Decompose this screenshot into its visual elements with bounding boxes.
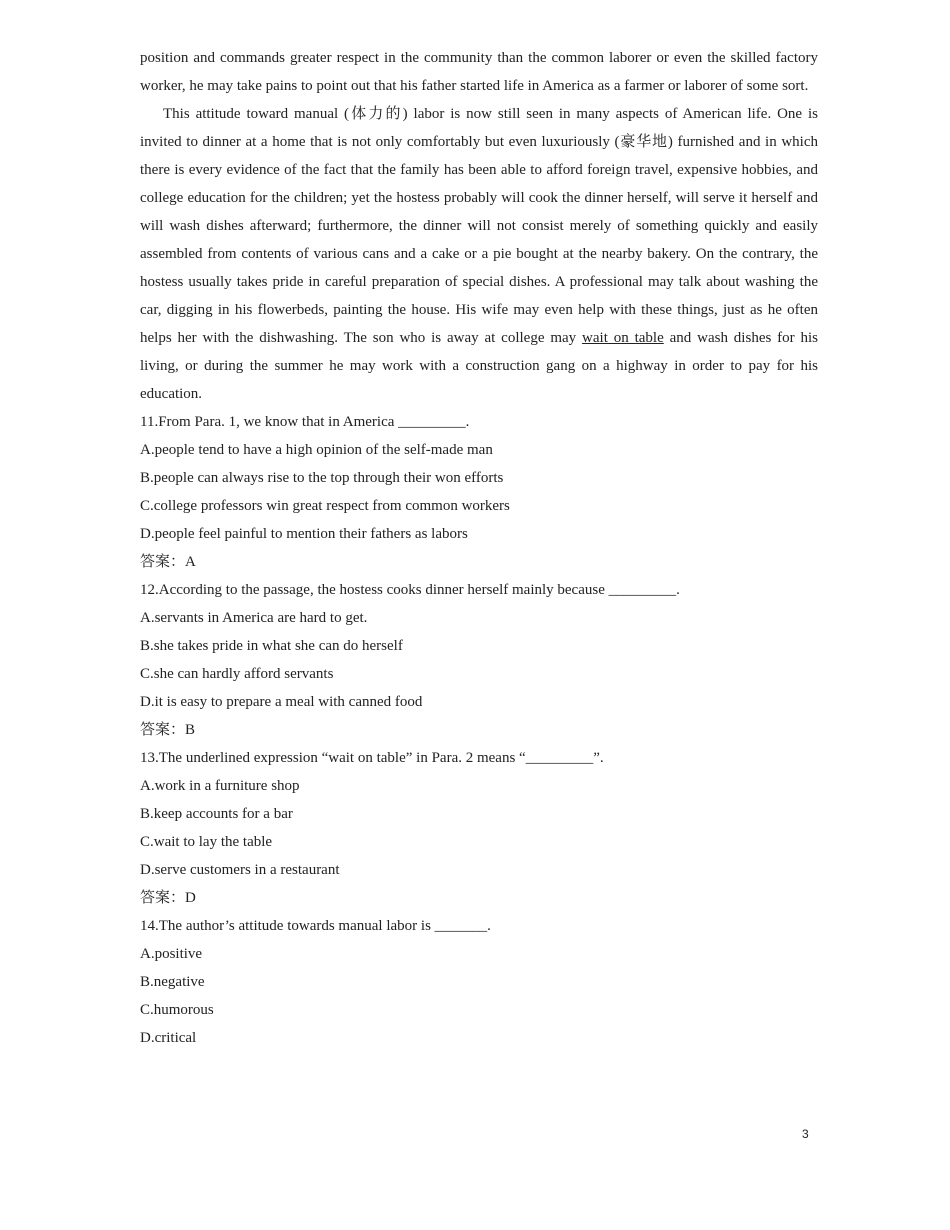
page-number: 3 bbox=[802, 1127, 809, 1141]
underlined-expression: wait on table bbox=[582, 330, 664, 346]
question-13 bbox=[140, 744, 818, 912]
option-d: D.it is easy to prepare a meal with canned food bbox=[140, 694, 423, 710]
answer-line: 答案：A bbox=[140, 554, 196, 570]
question-stem: 13.The underlined expression “wait on table” in Para. 2 means “_________”. bbox=[140, 750, 604, 766]
passage-text-before-underline: This attitude toward manual (体力的) labor is now still seen in many aspects of American life. One is invited to dinner at a home that is not only comfortably but even luxuriously (豪华地) furnished and in which there is every evidence of the fact that the family has been able to afford foreign travel, expensive hobbies, and college education for the children; yet the hostess probably will cook the dinner herself, will serve it herself and will wash dishes afterward; furthermore, the dinner will not consist merely of something quickly and easily assembled from contents of various cans and a cake or a pie bought at the nearby bakery. On the contrary, the hostess usually takes pride in careful preparation of special dishes. A professional may talk about washing the car, digging in his flowerbeds, painting the house. His wife may even help with these things, just as he often helps her with the dishwashing. The son who is away at college may bbox=[140, 106, 818, 346]
passage-text-after-underline: and wash dishes for his living, or during the summer he may work with a construction gang on a highway in order to pay for his education. bbox=[140, 330, 819, 402]
option-c: C.wait to lay the table bbox=[140, 834, 273, 850]
document-body bbox=[140, 44, 818, 1052]
option-d: D.serve customers in a restaurant bbox=[140, 862, 340, 878]
option-c: C.humorous bbox=[140, 1002, 214, 1018]
question-stem: 14.The author’s attitude towards manual labor is _______. bbox=[140, 918, 491, 934]
option-a: A.servants in America are hard to get. bbox=[140, 610, 368, 626]
option-c: C.she can hardly afford servants bbox=[140, 666, 334, 682]
question-12 bbox=[140, 576, 818, 744]
question-11 bbox=[140, 408, 818, 576]
question-stem: 11.From Para. 1, we know that in America _________. bbox=[140, 414, 470, 430]
question-14 bbox=[140, 912, 818, 1052]
passage-paragraph-2 bbox=[140, 100, 818, 408]
option-c: C.college professors win great respect from common workers bbox=[140, 498, 510, 514]
option-d: D.critical bbox=[140, 1030, 197, 1046]
option-d: D.people feel painful to mention their fathers as labors bbox=[140, 526, 468, 542]
option-b: B.she takes pride in what she can do herself bbox=[140, 638, 403, 654]
passage-paragraph-1: position and commands greater respect in the community than the common laborer or even the skilled factory worker, he may take pains to point out that his father started life in America as a farmer or laborer of some sort. bbox=[140, 50, 818, 94]
option-b: B.people can always rise to the top through their won efforts bbox=[140, 470, 504, 486]
option-a: A.people tend to have a high opinion of the self-made man bbox=[140, 442, 493, 458]
option-a: A.positive bbox=[140, 946, 203, 962]
answer-line: 答案：D bbox=[140, 890, 196, 906]
question-stem: 12.According to the passage, the hostess cooks dinner herself mainly because _________. bbox=[140, 582, 680, 598]
option-b: B.negative bbox=[140, 974, 205, 990]
option-b: B.keep accounts for a bar bbox=[140, 806, 293, 822]
answer-line: 答案：B bbox=[140, 722, 196, 738]
option-a: A.work in a furniture shop bbox=[140, 778, 300, 794]
